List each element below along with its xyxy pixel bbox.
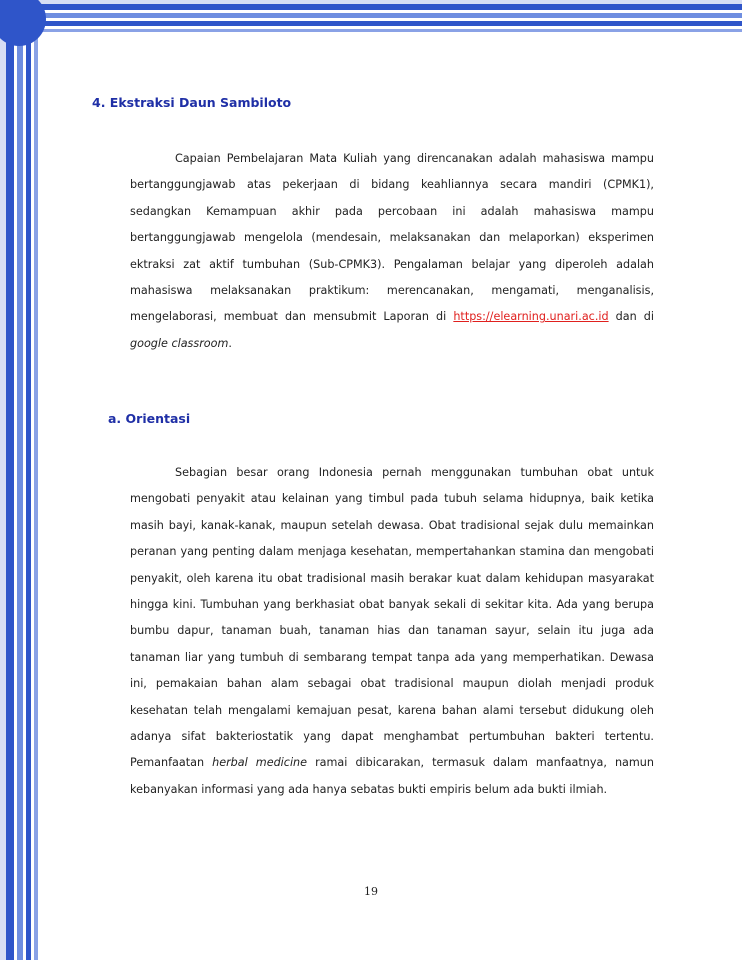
subsection-heading: a. Orientasi: [108, 411, 191, 426]
paragraph-text: .: [228, 336, 232, 350]
italic-term: google classroom: [130, 336, 229, 350]
paragraph-text: ramai dibicarakan, termasuk dalam manfaatnya, namun kebanyakan informasi yang ada hanya sebatas bukti empiris belum ada bukti ilmiah.: [130, 756, 654, 796]
page-number: 19: [364, 885, 378, 898]
top-decorative-stripes: [0, 0, 742, 40]
paragraph-text: dan di: [608, 310, 654, 324]
subsection-paragraph: [130, 460, 654, 803]
paragraph-text: Sebagian besar orang Indonesia pernah menggunakan tumbuhan obat untuk mengobati penyakit atau kelainan yang timbul pada tubuh selama hidupnya, baik ketika masih bayi, kanak-kanak, maupun setelah dewasa. Obat tradisional sejak dulu memainkan peranan yang penting dalam menjaga kesehatan, mempertahankan stamina dan mengobati penyakit, oleh karena itu obat tradisional masih berakar kuat dalam kehidupan masyarakat hingga kini. Tumbuhan yang berkhasiat obat banyak sekali di sekitar kita. Ada yang berupa bumbu dapur, tanaman buah, tanaman hias dan tanaman sayur, selain itu juga ada tanaman liar yang tumbuh di sembarang tempat tanpa ada yang memperhatikan. Dewasa ini, pemakaian bahan alam sebagai obat tradisional maupun diolah menjadi produk kesehatan telah mengalami kemajuan pesat, karena bahan alami tersebut didukung oleh adanya sifat bakteriostatik yang dapat menghambat pertumbuhan bakteri tertentu. Pemanfaatan: [130, 466, 654, 770]
section-paragraph: [130, 146, 654, 357]
italic-term: herbal medicine: [212, 756, 308, 770]
section-heading: 4. Ekstraksi Daun Sambiloto: [92, 95, 292, 110]
left-decorative-stripes: [0, 0, 40, 960]
elearning-link[interactable]: https://elearning.unari.ac.id: [453, 310, 609, 324]
paragraph-text: Capaian Pembelajaran Mata Kuliah yang direncanakan adalah mahasiswa mampu bertanggungjawab atas pekerjaan di bidang keahliannya secara mandiri (CPMK1), sedangkan Kemampuan akhir pada percobaan ini adalah mahasiswa mampu bertanggungjawab mengelola (mendesain, melaksanakan dan melaporkan) eksperimen ektraksi zat aktif tumbuhan (Sub-CPMK3). Pengalaman belajar yang diperoleh adalah mahasiswa melaksanakan praktikum: merencanakan, mengamati, menganalisis, mengelaborasi, membuat dan mensubmit Laporan di: [130, 152, 654, 324]
